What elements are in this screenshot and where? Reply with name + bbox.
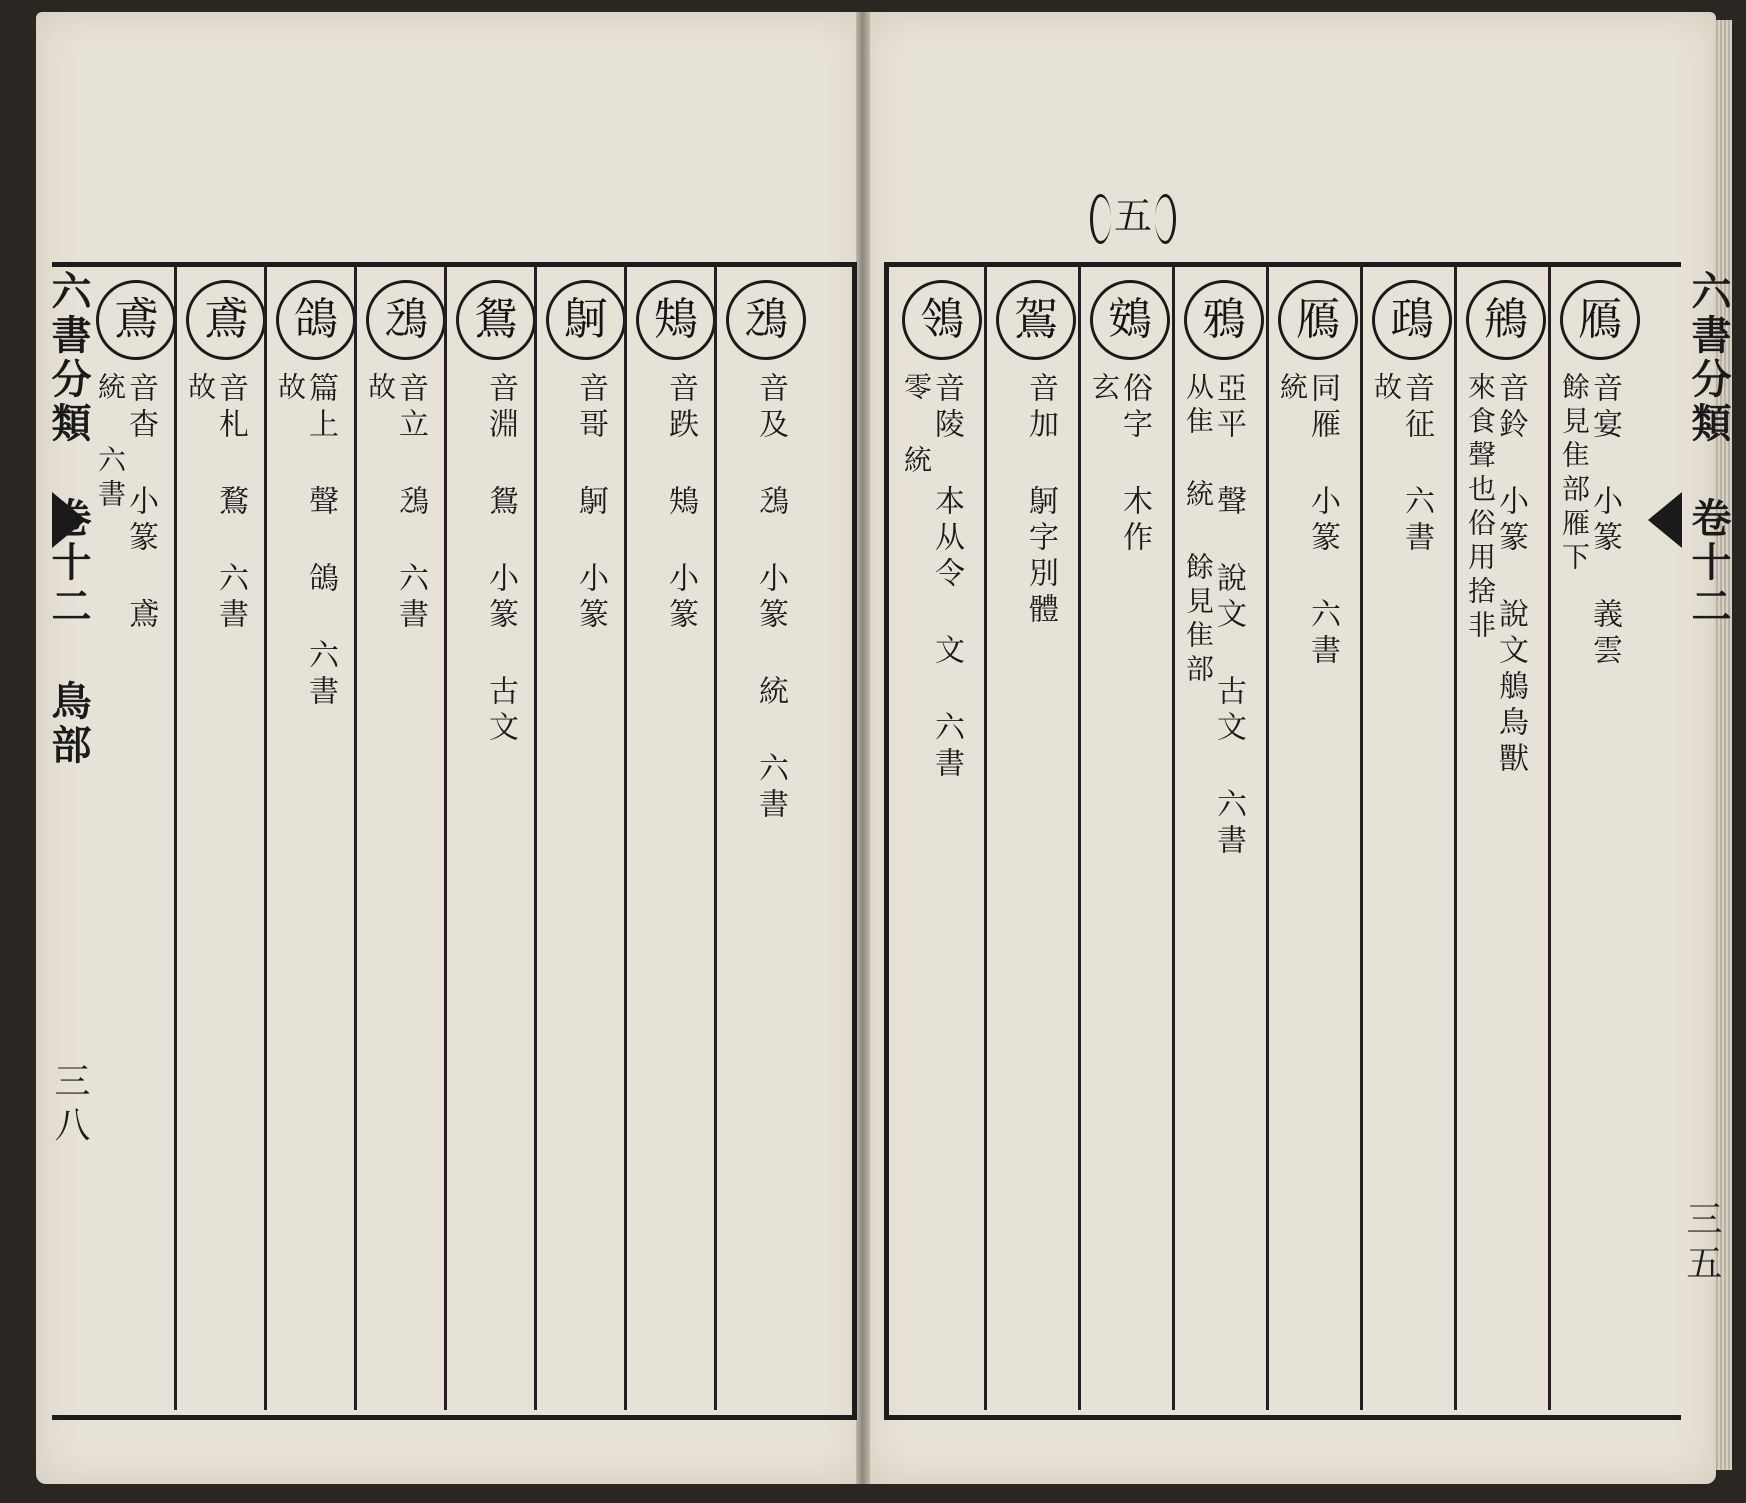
entry-subnote: 統 (1276, 372, 1309, 406)
entry-annotation: 音札 鶩 六書 (213, 372, 248, 634)
dictionary-entry (1176, 268, 1268, 1398)
entry-annotation: 音加 鴚字別體 (1023, 372, 1058, 629)
dictionary-entry (988, 268, 1080, 1398)
entry-annotation: 俗字 木作 (1117, 372, 1152, 557)
entry-annotation: 篇上 聲 鴿 六書 (303, 372, 338, 711)
column-rule (1548, 262, 1551, 1410)
entry-annotation: 音及 鴔 小篆 統 六書 (753, 372, 788, 824)
right-margin-title: 六書分類 卷十二 (1685, 270, 1732, 629)
headword-circle: 鳶 (96, 280, 176, 360)
dictionary-entry (448, 268, 540, 1398)
dictionary-entry (1270, 268, 1362, 1398)
entry-annotation: 音宴 小篆 義雲 (1587, 372, 1622, 670)
dictionary-entry (1552, 268, 1644, 1398)
headword-circle: 鴳 (1090, 280, 1170, 360)
left-folio: 三八 (49, 1062, 90, 1150)
entry-subnote: 故 (1370, 372, 1403, 406)
headword-circle: 鴚 (546, 280, 626, 360)
column-rule (354, 262, 357, 1410)
headword-circle: 鴿 (276, 280, 356, 360)
headword-circle: 鴐 (996, 280, 1076, 360)
dictionary-entry (88, 268, 180, 1398)
entry-annotation: 音哥 鴚 小篆 (573, 372, 608, 634)
headword-circle: 鴉 (1184, 280, 1264, 360)
entry-annotation: 音淵 鴛 小篆 古文 (483, 372, 518, 747)
dictionary-entry (718, 268, 810, 1398)
headword-circle: 鴈 (1278, 280, 1358, 360)
column-rule (984, 262, 987, 1410)
entry-subnote: 玄 (1088, 372, 1121, 406)
column-rule (1078, 262, 1081, 1410)
entry-subnote: 从隹 統 餘見隹部 (1182, 372, 1215, 688)
entry-annotation: 音陵 本从令 文 六書 (929, 372, 964, 783)
headword-circle: 鳶 (186, 280, 266, 360)
dictionary-entry (894, 268, 986, 1398)
dictionary-entry (178, 268, 270, 1398)
dictionary-entry (1458, 268, 1550, 1398)
column-rule (624, 262, 627, 1410)
column-rule (1266, 262, 1269, 1410)
entry-subnote: 零 統 (900, 372, 933, 479)
dictionary-entry (628, 268, 720, 1398)
headword-circle: 鴈 (1560, 280, 1640, 360)
entry-subnote: 故 (184, 372, 217, 406)
entry-annotation: 音杳 小篆 鳶 (123, 372, 158, 634)
headword-circle: 鴘 (1466, 280, 1546, 360)
entry-annotation: 亞平 聲 說文 古文 六書 (1211, 372, 1246, 860)
entry-subnote: 餘見隹部雁下 (1558, 372, 1591, 576)
column-rule (1454, 262, 1457, 1410)
column-rule (714, 262, 717, 1410)
dictionary-entry (1082, 268, 1174, 1398)
column-rule (1172, 262, 1175, 1410)
entry-annotation: 同雁 小篆 六書 (1305, 372, 1340, 670)
right-fish-tail-mark (1648, 492, 1682, 548)
column-rule (534, 262, 537, 1410)
entry-annotation: 音跌 鴩 小篆 (663, 372, 698, 634)
entry-annotation: 音鈴 小篆 說文鵃鳥獸 (1493, 372, 1528, 778)
entry-subnote: 統 六書 (94, 372, 127, 513)
dictionary-entry (1364, 268, 1456, 1398)
dictionary-entry (268, 268, 360, 1398)
dictionary-entry (538, 268, 630, 1398)
column-rule (444, 262, 447, 1410)
entry-subnote: 故 (364, 372, 397, 406)
column-rule (264, 262, 267, 1410)
book-gutter (856, 12, 870, 1484)
column-rule (174, 262, 177, 1410)
dictionary-entry (358, 268, 450, 1398)
headword-circle: 鴊 (1372, 280, 1452, 360)
headword-circle: 鴔 (726, 280, 806, 360)
entry-subnote: 來食聲也俗用捨非 (1464, 372, 1497, 644)
entry-subnote: 故 (274, 372, 307, 406)
entry-annotation: 音立 鴔 六書 (393, 372, 428, 634)
headword-circle: 鴩 (636, 280, 716, 360)
headword-circle: 鴒 (902, 280, 982, 360)
entry-annotation: 音征 六書 (1399, 372, 1434, 557)
headword-circle: 鴛 (456, 280, 536, 360)
right-folio: 三五 (1681, 1200, 1722, 1288)
column-rule (1360, 262, 1363, 1410)
left-fish-tail-mark (52, 492, 86, 548)
page-number: 五 (1090, 188, 1176, 244)
left-margin-title: 六書分類 卷十二 鳥部 (45, 270, 92, 768)
headword-circle: 鴔 (366, 280, 446, 360)
